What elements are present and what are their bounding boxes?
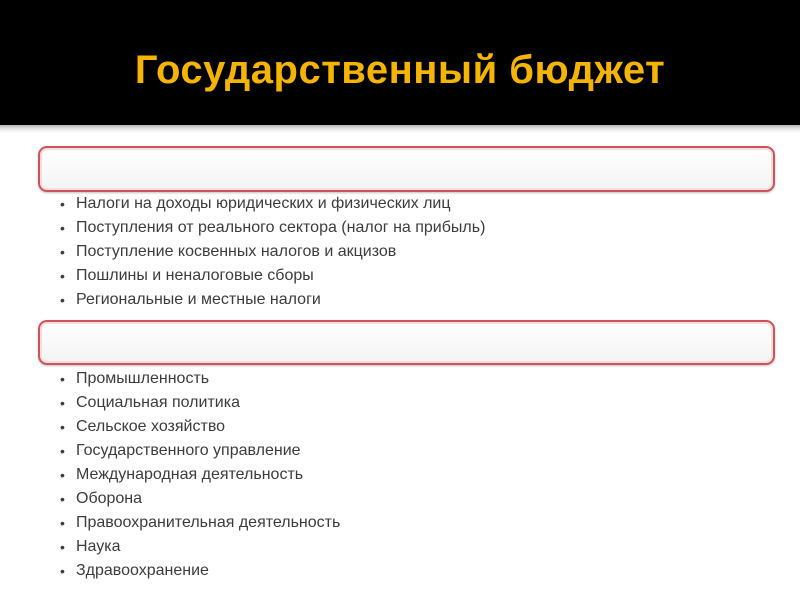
title-divider [0,125,800,133]
list-item: • Региональные и местные налоги [60,288,760,312]
list-item: • Пошлины и неналоговые сборы [60,264,760,288]
section-header-box-expenses [38,320,775,365]
list-item: • Государственного управление [60,439,760,463]
list-item: • Оборона [60,487,760,511]
list-item: • Поступления от реального сектора (налог на прибыль) [60,216,760,240]
revenue-list [60,192,760,312]
expenses-list [60,367,760,583]
list-item: • Социальная политика [60,391,760,415]
list-item: • Правоохранительная деятельность [60,511,760,535]
list-item: • Здравоохранение [60,559,760,583]
list-item: • Наука [60,535,760,559]
section-header-box-revenue [38,146,775,192]
list-item: • Промышленность [60,367,760,391]
slide-title: Государственный бюджет [134,48,666,92]
list-item: • Поступление косвенных налогов и акцизов [60,240,760,264]
list-item: • Международная деятельность [60,463,760,487]
list-item: • Сельское хозяйство [60,415,760,439]
list-item: • Налоги на доходы юридических и физических лиц [60,192,760,216]
title-band [0,0,800,125]
